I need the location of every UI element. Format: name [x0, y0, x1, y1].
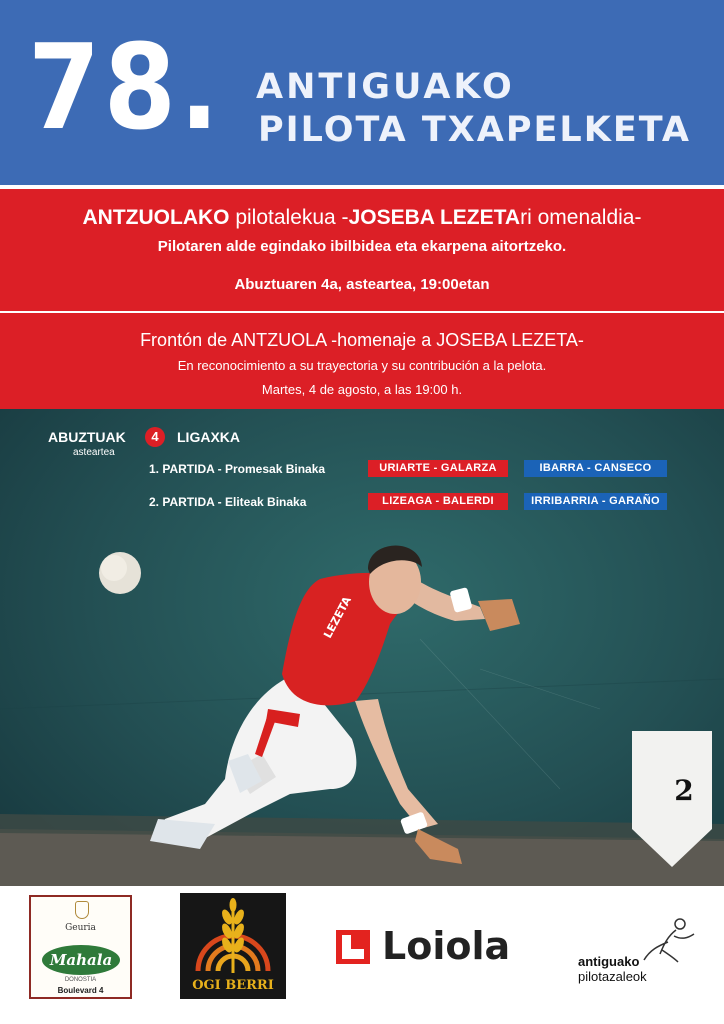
venue-name-eu: ANTZUOLAKO: [82, 206, 230, 229]
sponsor-mahala-city: DONOSTIA: [64, 977, 97, 983]
sponsor-mahala-location: Boulevard 4: [57, 986, 104, 995]
sponsor-loiola-name: Loiola: [382, 924, 511, 968]
match-2-blue-pair: IRRIBARRIA - GARAÑO: [524, 493, 667, 510]
sponsor-strip: [0, 886, 724, 1024]
player-left-hand: [478, 599, 520, 631]
match-1-label: [149, 461, 325, 477]
shirt-text: LEZETA: [321, 594, 354, 641]
schedule-league: LIGAXKA: [177, 429, 240, 445]
match-1-red-pair: URIARTE - GALARZA: [368, 460, 508, 477]
sponsor-ogi-berri-logo: [180, 893, 286, 999]
match-1-blue-pair: IBARRA - CANSECO: [524, 460, 667, 477]
match-2-label: [149, 494, 306, 510]
sponsor-ogi-berri-name: OGI BERRI: [192, 978, 274, 993]
basque-tribute-headline: [0, 205, 724, 231]
match-2-round: 2. PARTIDA: [149, 495, 215, 509]
poster-header: [0, 0, 724, 185]
spanish-event-datetime: Martes, 4 de agosto, a las 19:00 h.: [261, 382, 463, 397]
geuria-crest-icon: [75, 901, 89, 919]
honoree-name-eu: JOSEBA LEZETA: [348, 206, 521, 229]
match-2-category: - Eliteak Binaka: [214, 495, 307, 509]
spanish-tribute-reason: En reconocimiento a su trayectoria y su contribución a la pelota.: [177, 358, 547, 373]
venue-suffix-eu: pilotalekua -: [229, 206, 349, 229]
basque-tribute-reason: Pilotaren alde egindako ibilbidea eta ekarpena aitortzeko.: [157, 238, 567, 255]
sponsor-antiguako-logo: [578, 922, 702, 994]
schedule-month: ABUZTUAK: [48, 429, 126, 445]
schedule-day-badge: 4: [145, 427, 165, 447]
sponsor-mahala-logo: [29, 895, 132, 999]
sponsor-mahala-name: Mahala: [42, 945, 120, 975]
court-marker-number: 2: [674, 774, 694, 807]
sponsor-antiguako-line-1: antiguako: [578, 954, 640, 969]
spanish-tribute-banner: [0, 313, 724, 409]
match-1-category: - Promesak Binaka: [214, 462, 326, 476]
sponsor-mahala-top: Geuria: [65, 923, 96, 933]
spanish-tribute-headline: Frontón de ANTZUOLA -homenaje a JOSEBA LEZETA-: [140, 330, 584, 350]
match-2-red-pair: LIZEAGA - BALERDI: [368, 493, 508, 510]
schedule-weekday: asteartea: [73, 447, 115, 458]
edition-number: 78.: [28, 18, 223, 156]
tribute-suffix-eu: ri omenaldia-: [520, 206, 642, 229]
title-line-2: PILOTA TXAPELKETA: [258, 110, 691, 150]
photo-illustration: [0, 409, 724, 886]
player-photo: [0, 409, 724, 886]
loiola-mark-icon: [336, 930, 370, 964]
title-line-1: ANTIGUAKO: [256, 67, 515, 107]
basque-tribute-banner: [0, 189, 724, 311]
match-1-round: 1. PARTIDA: [149, 462, 215, 476]
tournament-title: [256, 66, 691, 152]
pelotari-figure-icon: [638, 916, 700, 964]
sponsor-antiguako-line-2: pilotazaleok: [578, 969, 647, 984]
basque-event-datetime: Abuztuaren 4a, asteartea, 19:00etan: [234, 276, 490, 293]
